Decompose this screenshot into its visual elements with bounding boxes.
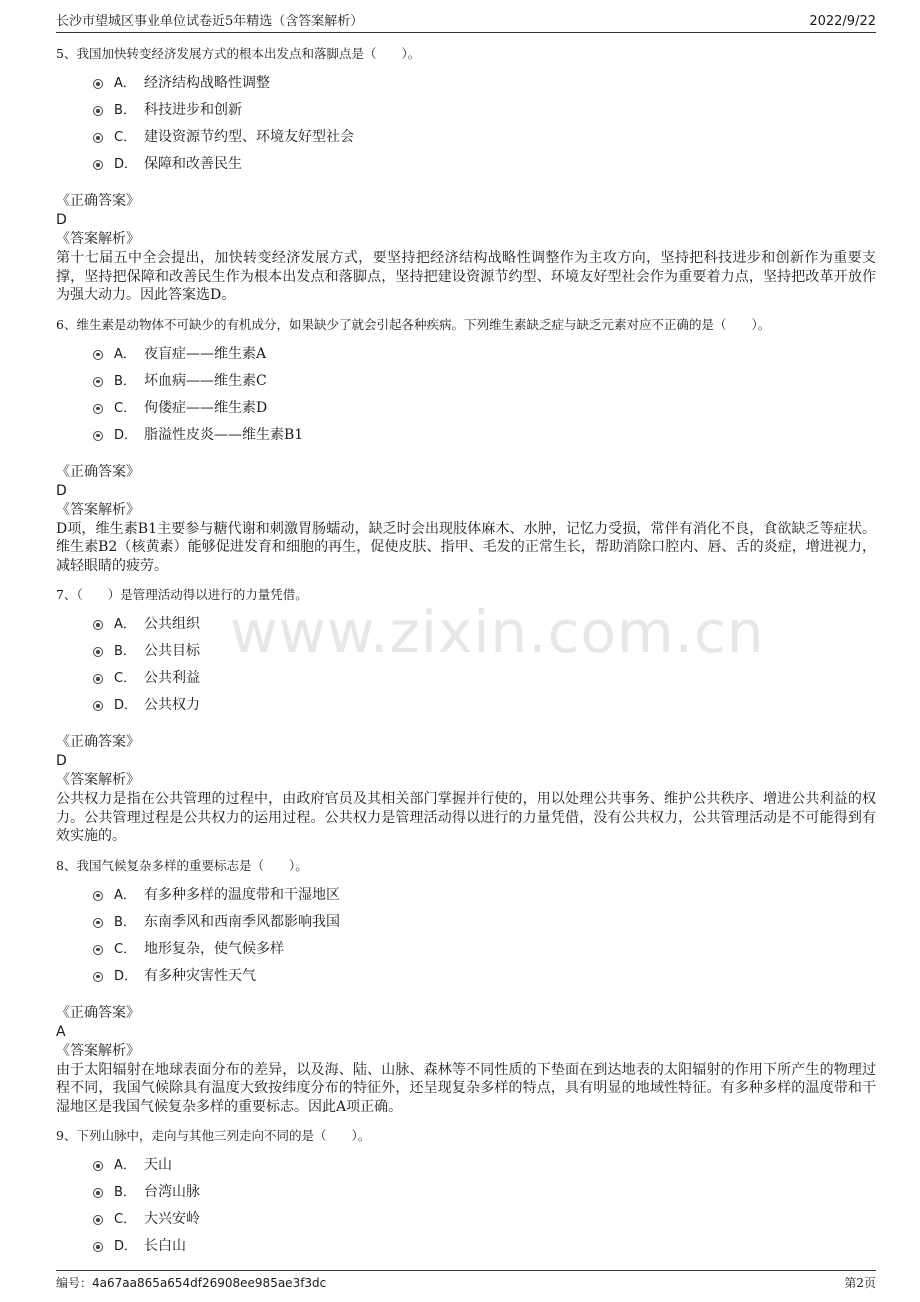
page-header: [56, 12, 876, 33]
option-d[interactable]: [56, 963, 876, 990]
answer-value: A: [56, 1023, 66, 1040]
option-b[interactable]: [56, 638, 876, 665]
question-6: [56, 315, 876, 576]
option-b[interactable]: [56, 97, 876, 124]
code-value: 4a67aa865a654df26908ee985ae3f3dc: [92, 1276, 327, 1290]
page-value: 2: [856, 1276, 864, 1290]
radio-icon[interactable]: [93, 404, 103, 414]
page-footer: [56, 1270, 876, 1291]
option-letter: A．: [114, 617, 136, 632]
option-letter: C．: [114, 941, 137, 957]
option-d[interactable]: [56, 1233, 876, 1260]
page-suffix: 页: [863, 1276, 876, 1290]
option-letter: B．: [114, 644, 136, 659]
option-text: 地形复杂，使气候多样: [144, 940, 284, 957]
radio-icon[interactable]: [93, 106, 103, 116]
option-text: 保障和改善民生: [144, 156, 242, 172]
answer-value: D: [56, 753, 67, 769]
option-c[interactable]: [56, 395, 876, 422]
radio-icon[interactable]: [93, 701, 103, 711]
option-text: 建设资源节约型、环境友好型社会: [144, 129, 354, 145]
option-a[interactable]: [56, 882, 876, 909]
radio-icon[interactable]: [93, 1242, 103, 1252]
option-letter: A．: [114, 76, 136, 91]
option-text: 公共利益: [144, 670, 200, 686]
page-prefix: 第: [844, 1276, 857, 1290]
option-letter: C．: [114, 671, 137, 686]
option-letter: A．: [114, 346, 136, 362]
option-letter: A．: [114, 1158, 136, 1173]
radio-icon[interactable]: [93, 620, 103, 630]
document-code: [56, 1273, 326, 1293]
option-letter: B．: [114, 103, 136, 118]
radio-icon[interactable]: [93, 972, 103, 982]
option-c[interactable]: [56, 936, 876, 963]
option-b[interactable]: [56, 1179, 876, 1206]
option-text: 坏血病——维生素C: [144, 372, 267, 389]
option-a[interactable]: [56, 1152, 876, 1179]
radio-icon[interactable]: [93, 647, 103, 657]
question-7: [56, 585, 876, 846]
option-text: 脂溢性皮炎——维生素B1: [144, 426, 304, 443]
option-a[interactable]: [56, 341, 876, 368]
question-list: [56, 44, 876, 1260]
option-c[interactable]: [56, 124, 876, 151]
option-letter: D．: [114, 968, 138, 984]
option-text: 大兴安岭: [144, 1211, 200, 1227]
question-5: [56, 44, 876, 305]
radio-icon[interactable]: [93, 674, 103, 684]
option-b[interactable]: [56, 368, 876, 395]
option-letter: B．: [114, 373, 136, 389]
radio-icon[interactable]: [93, 1188, 103, 1198]
answer-label: 《正确答案》: [56, 193, 140, 209]
document-title: 长沙市望城区事业单位试卷近5年精选（含答案解析）: [56, 14, 364, 29]
radio-icon[interactable]: [93, 1161, 103, 1171]
radio-icon[interactable]: [93, 160, 103, 170]
page-number: [844, 1273, 876, 1293]
option-c[interactable]: [56, 665, 876, 692]
option-letter: D．: [114, 1239, 138, 1254]
option-d[interactable]: [56, 692, 876, 719]
option-text: 公共组织: [144, 616, 200, 632]
question-text: 6、维生素是动物体不可缺少的有机成分，如果缺少了就会引起各种疾病。下列维生素缺乏症与缺乏元素对应不正确的是（ ）。: [56, 316, 771, 332]
question-text: 5、我国加快转变经济发展方式的根本出发点和落脚点是（ ）。: [56, 46, 421, 61]
analysis-label: 《答案解析》: [56, 1042, 140, 1059]
option-text: 公共目标: [144, 643, 200, 659]
question-text: 7、（ ）是管理活动得以进行的力量凭借。: [56, 587, 308, 602]
analysis-label: 《答案解析》: [56, 501, 140, 518]
watermark: www.zixin.com.cn: [230, 598, 765, 666]
radio-icon[interactable]: [93, 377, 103, 387]
option-letter: A．: [114, 887, 136, 903]
question-9: [56, 1126, 876, 1260]
analysis-label: 《答案解析》: [56, 772, 140, 788]
option-d[interactable]: [56, 422, 876, 449]
option-letter: B．: [114, 914, 136, 930]
option-letter: D．: [114, 157, 138, 172]
option-letter: C．: [114, 400, 137, 416]
answer-value: D: [56, 212, 67, 228]
answer-label: 《正确答案》: [56, 734, 140, 750]
option-a[interactable]: [56, 611, 876, 638]
option-letter: C．: [114, 1212, 137, 1227]
option-d[interactable]: [56, 151, 876, 178]
option-letter: D．: [114, 698, 138, 713]
radio-icon[interactable]: [93, 133, 103, 143]
radio-icon[interactable]: [93, 891, 103, 901]
option-letter: D．: [114, 427, 138, 443]
code-label: 编号：: [56, 1276, 93, 1290]
question-8: [56, 856, 876, 1117]
answer-label: 《正确答案》: [56, 463, 140, 480]
radio-icon[interactable]: [93, 79, 103, 89]
option-text: 天山: [144, 1157, 172, 1173]
answer-value: D: [56, 482, 67, 499]
question-text: 8、我国气候复杂多样的重要标志是（ ）。: [56, 857, 308, 873]
option-a[interactable]: [56, 70, 876, 97]
option-text: 佝偻症——维生素D: [144, 399, 268, 416]
radio-icon[interactable]: [93, 431, 103, 441]
radio-icon[interactable]: [93, 350, 103, 360]
analysis-text: D项，维生素B1主要参与糖代谢和刺激胃肠蠕动，缺乏时会出现肢体麻木、水肿，记忆力受损，常伴有消化不良，食欲缺乏等症状。维生素B2（核黄素）能够促进发育和细胞的再生，促使皮肤、指甲、毛发的正常生长，帮助消除口腔内、唇、舌的炎症，增进视力，减轻眼睛的疲劳。: [56, 520, 876, 574]
analysis-label: 《答案解析》: [56, 231, 140, 247]
question-text: 9、下列山脉中，走向与其他三列走向不同的是（ ）。: [56, 1128, 371, 1143]
radio-icon[interactable]: [93, 945, 103, 955]
option-text: 公共权力: [144, 697, 200, 713]
option-text: 经济结构战略性调整: [144, 75, 270, 91]
option-text: 科技进步和创新: [144, 102, 242, 118]
analysis-text: 第十七届五中全会提出，加快转变经济发展方式，要坚持把经济结构战略性调整作为主攻方向，坚持把科技进步和创新作为重要支撑，坚持把保障和改善民生作为根本出发点和落脚点，坚持把建设资源节约型、环境友好型社会作为重要着力点，坚持把改革开放作为强大动力。因此答案选D。: [56, 250, 876, 303]
option-text: 长白山: [144, 1238, 186, 1254]
option-c[interactable]: [56, 1206, 876, 1233]
answer-label: 《正确答案》: [56, 1004, 140, 1021]
option-text: 有多种多样的温度带和干湿地区: [144, 886, 340, 903]
option-text: 夜盲症——维生素A: [144, 345, 267, 362]
radio-icon[interactable]: [93, 1215, 103, 1225]
radio-icon[interactable]: [93, 918, 103, 928]
option-letter: B．: [114, 1185, 136, 1200]
option-b[interactable]: [56, 909, 876, 936]
analysis-text: 由于太阳辐射在地球表面分布的差异，以及海、陆、山脉、森林等不同性质的下垫面在到达地表的太阳辐射的作用下所产生的物理过程不同，我国气候除具有温度大致按纬度分布的特征外，还呈现复杂多样的特点，具有明显的地域性特征。有多种多样的温度带和干湿地区是我国气候复杂多样的重要标志。因此A项正确。: [56, 1061, 876, 1115]
analysis-text: 公共权力是指在公共管理的过程中，由政府官员及其相关部门掌握并行使的，用以处理公共事务、维护公共秩序、增进公共利益的权力。公共管理过程是公共权力的运用过程。公共权力是管理活动得以进行的力量凭借，没有公共权力，公共管理活动是不可能得到有效实施的。: [56, 791, 876, 844]
option-letter: C．: [114, 130, 137, 145]
option-text: 有多种灾害性天气: [144, 967, 256, 984]
option-text: 东南季风和西南季风都影响我国: [144, 913, 340, 930]
option-text: 台湾山脉: [144, 1184, 200, 1200]
document-date: 2022/9/22: [809, 14, 876, 29]
